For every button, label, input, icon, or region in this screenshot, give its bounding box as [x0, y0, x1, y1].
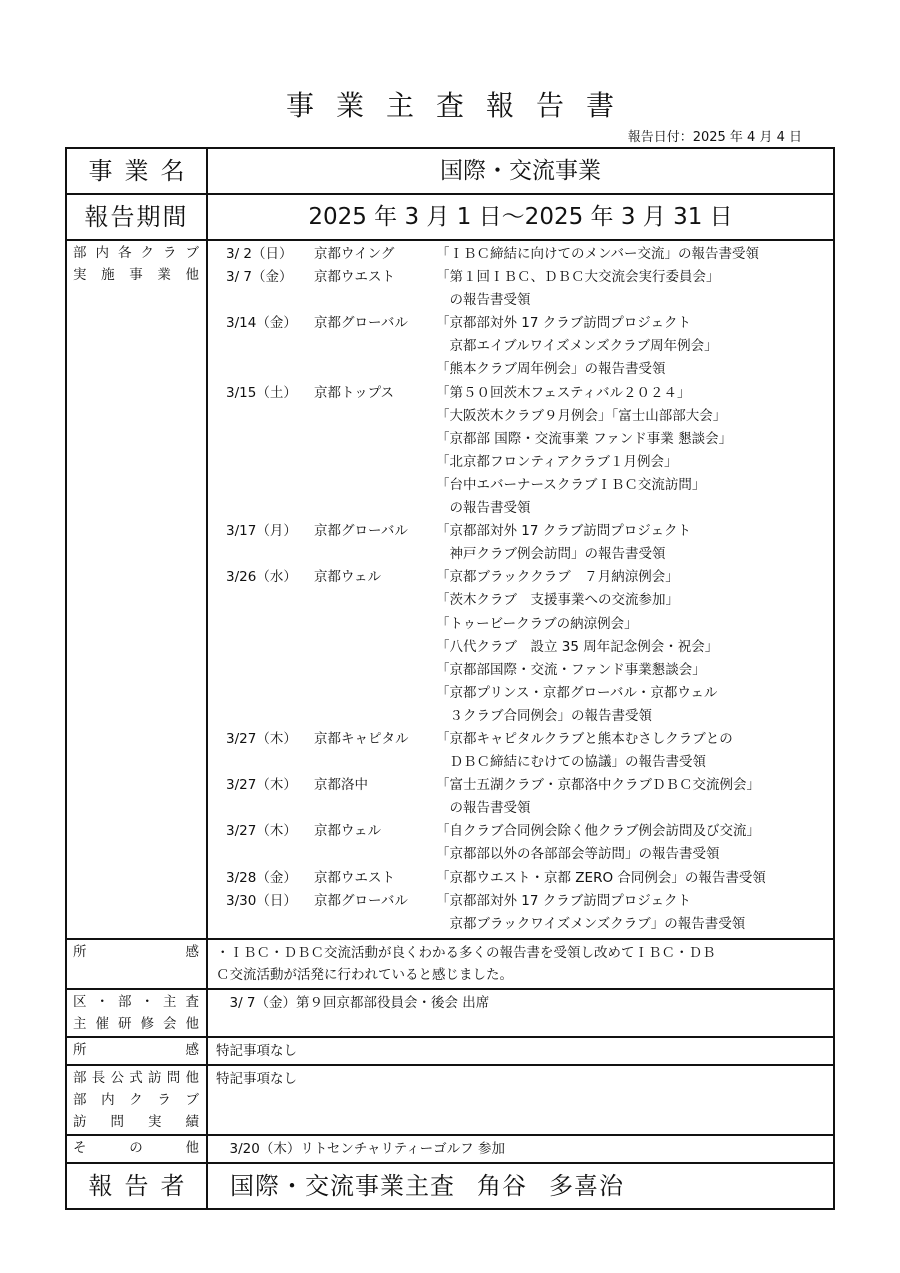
activity-detail-line: 「ＩＢＣ締結に向けてのメンバー交流」の報告書受領 — [436, 246, 760, 262]
activities-label-line: 部 内 各 ク ラ ブ — [73, 245, 200, 261]
impression2-label — [66, 1037, 207, 1065]
seminar-label-line: 主 催 研 修 会 他 — [73, 1015, 200, 1032]
impression2-value: 特記事項なし — [207, 1037, 834, 1065]
other-row — [66, 1135, 834, 1163]
activity-detail-line: の報告書受領 — [436, 500, 531, 517]
seminar-label-line: 区 ・ 部 ・ 主 査 — [73, 993, 200, 1010]
activity-detail-line: 「富士五湖クラブ・京都洛中クラブＤＢＣ交流例会」 — [436, 777, 760, 794]
period-row — [66, 194, 834, 240]
activity-row — [226, 312, 827, 381]
activity-club: 京都キャピタル — [314, 730, 409, 747]
activity-club: 京都ウエスト — [314, 269, 395, 286]
project-label: 事業名 — [66, 148, 207, 194]
activity-detail-line: 「大阪茨木クラブ９月例会」「富士山部部大会」 — [436, 407, 727, 424]
activity-club: 京都ウエスト — [314, 869, 395, 886]
activities-list — [207, 240, 834, 939]
activity-detail — [436, 820, 827, 866]
activity-detail-line: 「京都部以外の各部部会等訪問」の報告書受領 — [436, 846, 720, 863]
activity-club: 京都グローバル — [314, 892, 408, 909]
activity-detail-line: 神戸クラブ例会訪問」の報告書受領 — [436, 546, 666, 563]
activities-row — [66, 240, 834, 939]
visits-label-line: 訪 問 実 績 — [73, 1113, 200, 1130]
period-value: 2025 年 3 月 1 日～2025 年 3 月 31 日 — [207, 194, 834, 240]
activity-detail-line: 京都ブラックワイズメンズクラブ」の報告書受領 — [436, 915, 746, 932]
impression1-row — [66, 939, 834, 989]
activity-detail-line: 「京都部 国際・交流事業 ファンド事業 懇談会」 — [436, 430, 733, 447]
activity-detail — [436, 566, 827, 728]
activity-date: 3/27（木） — [226, 730, 297, 747]
seminar-row — [66, 989, 834, 1037]
activity-detail-line: の報告書受領 — [436, 800, 531, 817]
reporter-surname: 角谷 — [477, 1171, 527, 1200]
report-date: 報告日付：2025 年 4 月 4 日 — [627, 130, 802, 145]
activity-row — [226, 382, 827, 521]
activity-detail — [436, 243, 827, 266]
seminar-label — [66, 989, 207, 1037]
activity-detail-line: 「台中エバーナースクラブＩＢＣ交流訪問」 — [436, 476, 706, 493]
project-value: 国際・交流事業 — [207, 148, 834, 194]
activity-date: 3/14（金） — [226, 315, 297, 332]
activity-date: 3/27（木） — [226, 823, 297, 840]
activity-row — [226, 266, 827, 312]
reporter-row — [66, 1163, 834, 1209]
activity-detail — [436, 312, 827, 381]
project-row — [66, 148, 834, 194]
visits-label — [66, 1065, 207, 1135]
reporter-title: 国際・交流事業主査 — [230, 1171, 455, 1200]
activity-detail-line: の報告書受領 — [436, 292, 531, 309]
impression1-label — [66, 939, 207, 989]
activity-date: 3/26（水） — [226, 569, 297, 586]
seminar-value: 3/ 7（金）第９回京都部役員会・後会 出席 — [207, 989, 834, 1037]
impression1-text — [207, 939, 834, 989]
activity-detail-line: 「京都部対外 17 クラブ訪問プロジェクト — [436, 315, 691, 332]
activity-detail-line: 「八代クラブ 設立 35 周年記念例会・祝会」 — [436, 638, 719, 655]
activity-row — [226, 867, 827, 890]
activity-date: 3/ 2（日） — [226, 246, 293, 262]
reporter-label: 報告者 — [66, 1163, 207, 1209]
activity-club: 京都ウェル — [314, 569, 381, 586]
visits-label-line: 部 内 ク ラ ブ — [73, 1091, 200, 1108]
activity-detail-line: 「京都ブラッククラブ ７月納涼例会」 — [436, 569, 679, 586]
other-value: 3/20（木）リトセンチャリティーゴルフ 参加 — [207, 1135, 834, 1163]
activity-detail-line: 「北京都フロンティアクラブ１月例会」 — [436, 453, 678, 470]
activity-detail — [436, 890, 827, 936]
impression1-line: ・ＩＢＣ・ＤＢＣ交流活動が良くわかる多くの報告書を受領し改めてＩＢＣ・ＤＢ — [216, 944, 716, 961]
activity-detail — [436, 774, 827, 820]
activity-date: 3/ 7（金） — [226, 269, 293, 286]
activity-detail-line: 京都エイブルワイズメンズクラブ周年例会」 — [436, 338, 718, 355]
activity-row — [226, 728, 827, 774]
activity-club: 京都グローバル — [314, 315, 408, 332]
impression2-row — [66, 1037, 834, 1065]
activity-detail-line: ３クラブ合同例会」の報告書受領 — [436, 707, 652, 724]
activity-detail-line: 「京都ウエスト・京都 ZERO 合同例会」の報告書受領 — [436, 869, 766, 886]
activity-club: 京都ウェル — [314, 823, 381, 840]
period-label: 報告期間 — [66, 194, 207, 240]
activity-detail — [436, 520, 827, 566]
activity-club: 京都洛中 — [314, 777, 368, 794]
activity-row — [226, 774, 827, 820]
activity-detail-line: 「自クラブ合同例会除く他クラブ例会訪問及び交流」 — [436, 823, 760, 840]
activity-date: 3/27（木） — [226, 777, 297, 794]
activity-detail-line: 「京都部対外 17 クラブ訪問プロジェクト — [436, 892, 691, 909]
activity-row — [226, 820, 827, 866]
activity-detail — [436, 728, 827, 774]
activity-detail-line: 「第１回ＩＢＣ、ＤＢＣ大交流会実行委員会」 — [436, 269, 720, 286]
activity-club: 京都グローバル — [314, 523, 408, 540]
activity-date: 3/15（土） — [226, 384, 297, 401]
activity-date: 3/28（金） — [226, 869, 297, 886]
activity-detail-line: 「京都キャピタルクラブと熊本むさしクラブとの — [436, 730, 733, 747]
impression2-label-text: 所 感 — [73, 1041, 200, 1058]
reporter-name — [207, 1163, 834, 1209]
activity-row — [226, 520, 827, 566]
reporter-given: 多喜治 — [549, 1171, 624, 1200]
document-title: 事業主査報告書 — [285, 89, 636, 122]
activity-date: 3/30（日） — [226, 892, 297, 909]
activity-detail-line: 「茨木クラブ 支援事業への交流参加」 — [436, 592, 679, 609]
activity-club: 京都ウイング — [314, 246, 395, 262]
other-label — [66, 1135, 207, 1163]
activity-row — [226, 566, 827, 728]
activity-row — [226, 890, 827, 936]
activity-detail-line: 「トゥービークラブの納涼例会」 — [436, 615, 638, 632]
activity-detail — [436, 266, 827, 312]
other-label-text: そ の 他 — [73, 1139, 200, 1156]
visits-value: 特記事項なし — [207, 1065, 834, 1135]
activities-label-line: 実 施 事 業 他 — [73, 267, 200, 283]
activity-detail-line: 「京都部国際・交流・ファンド事業懇談会」 — [436, 661, 706, 678]
activity-date: 3/17（月） — [226, 523, 297, 540]
activity-detail-line: 「第５０回茨木フェスティバル２０２４」 — [436, 384, 691, 401]
activity-detail-line: 「熊本クラブ周年例会」の報告書受領 — [436, 361, 666, 378]
activities-label — [66, 240, 207, 939]
activity-detail-line: ＤＢＣ締結にむけての協議」の報告書受領 — [436, 754, 706, 771]
impression1-line: Ｃ交流活動が活発に行われていると感じました。 — [216, 966, 513, 983]
activity-club: 京都トップス — [314, 384, 395, 401]
report-table — [65, 147, 835, 1210]
activity-detail — [436, 867, 827, 890]
visits-label-line: 部 長 公 式 訪 問 他 — [73, 1069, 200, 1086]
activity-detail — [436, 382, 827, 521]
activity-row — [226, 243, 827, 266]
activity-detail-line: 「京都プリンス・京都グローバル・京都ウェル — [436, 684, 718, 701]
visits-row — [66, 1065, 834, 1135]
impression1-label-text: 所 感 — [73, 943, 200, 960]
activity-detail-line: 「京都部対外 17 クラブ訪問プロジェクト — [436, 523, 691, 540]
